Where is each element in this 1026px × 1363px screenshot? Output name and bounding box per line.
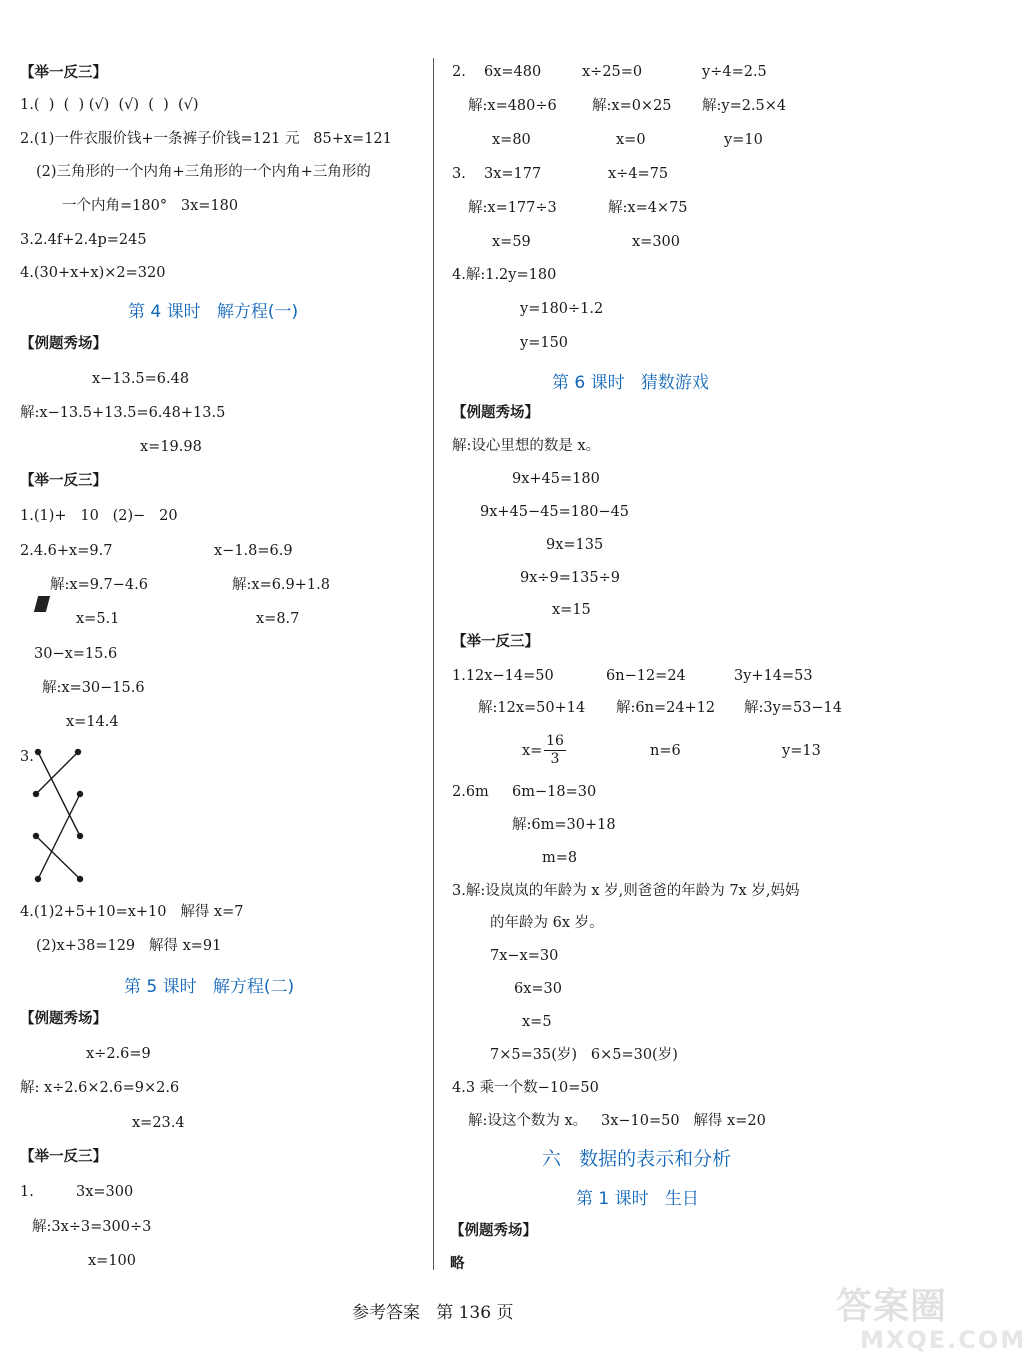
fraction-numerator: 16 xyxy=(546,733,564,749)
section-title: 【举一反三】 xyxy=(20,1148,107,1165)
answer-line: x−13.5=6.48 xyxy=(92,371,190,387)
answer-line: 解:3x÷3=300÷3 xyxy=(32,1219,152,1235)
answer-line: 3y+14=53 xyxy=(734,668,813,684)
answer-line: 解:6m=30+18 xyxy=(512,817,616,833)
answer-line: 解:x=177÷3 xyxy=(468,200,557,216)
answer-line: 30−x=15.6 xyxy=(34,646,118,662)
page-footer: 参考答案 第 136 页 xyxy=(352,1303,514,1323)
answer-line: 9x+45−45=180−45 xyxy=(480,504,630,520)
match-line xyxy=(36,836,80,879)
answer-line: x=14.4 xyxy=(66,714,119,730)
answer-line: 7×5=35(岁) 6×5=30(岁) xyxy=(490,1047,678,1063)
answer-line: 1.12x−14=50 xyxy=(452,668,554,684)
match-line xyxy=(36,752,78,794)
answer-line: 解: x÷2.6×2.6=9×2.6 xyxy=(20,1080,180,1096)
answer-line: 解:x=6.9+1.8 xyxy=(232,577,330,593)
answer-line: 6n−12=24 xyxy=(606,668,686,684)
answer-line: x=100 xyxy=(88,1253,137,1269)
unit-heading: 六 数据的表示和分析 xyxy=(542,1148,732,1170)
section-title: 【举一反三】 xyxy=(20,472,107,489)
answer-line: y=180÷1.2 xyxy=(520,301,604,317)
watermark-logo: 答案圈 xyxy=(836,1286,948,1327)
answer-line: 解:x−13.5+13.5=6.48+13.5 xyxy=(20,405,226,421)
answer-line: 6m−18=30 xyxy=(512,784,597,800)
answer-line: x÷4=75 xyxy=(608,166,669,182)
fraction-denominator: 3 xyxy=(550,751,560,767)
answer-line: 4.(1)2+5+10=x+10 解得 x=7 xyxy=(20,904,244,920)
answer-line: 9x÷9=135÷9 xyxy=(520,570,620,586)
answer-line: 解:x=9.7−4.6 xyxy=(50,577,148,593)
answer-line: 2.4.6+x=9.7 xyxy=(20,543,113,559)
answer-line: 9x=135 xyxy=(546,537,604,553)
section-title: 【例题秀场】 xyxy=(20,335,107,352)
answer-line: x=300 xyxy=(632,234,681,250)
answer-line: 2.6m xyxy=(452,784,489,800)
answer-line: 1. xyxy=(20,1184,34,1200)
answer-line: 3. xyxy=(20,749,34,765)
answer-line: m=8 xyxy=(542,850,578,866)
answer-line: 3x=177 xyxy=(484,166,542,182)
answer-line: 2.(1)一件衣服价钱+一条裤子价钱=121 元 85+x=121 xyxy=(20,131,392,147)
answer-line: 解:12x=50+14 xyxy=(478,700,586,716)
answer-line: 解:x=0×25 xyxy=(592,98,672,114)
answer-line: x−1.8=6.9 xyxy=(214,543,293,559)
match-line xyxy=(38,794,80,879)
section-title: 【例题秀场】 xyxy=(450,1222,537,1239)
answer-line: x=0 xyxy=(616,132,646,148)
answer-line: 解:y=2.5×4 xyxy=(702,98,787,114)
answer-line: x= xyxy=(522,743,543,759)
section-title: 【举一反三】 xyxy=(20,64,107,81)
answer-line: 解:6n=24+12 xyxy=(616,700,716,716)
answer-line: x=5.1 xyxy=(76,611,120,627)
lesson-heading: 第 4 课时 解方程(一) xyxy=(128,302,299,322)
match-dot xyxy=(35,749,41,755)
answer-line: 4.(30+x+x)×2=320 xyxy=(20,265,166,281)
answer-line: 3.解:设岚岚的年龄为 x 岁,则爸爸的年龄为 7x 岁,妈妈 xyxy=(452,883,800,899)
answer-line: x=5 xyxy=(522,1014,552,1030)
answer-line: x=15 xyxy=(552,602,591,618)
answer-line: 6x=30 xyxy=(514,981,563,997)
answer-line: 3x=300 xyxy=(76,1184,134,1200)
match-dot xyxy=(77,876,83,882)
watermark-url: MXQE.COM xyxy=(860,1326,1026,1354)
answer-line: 9x+45=180 xyxy=(512,471,600,487)
answer-line: 1.(1)+ 10 (2)− 20 xyxy=(20,508,178,524)
answer-line: 的年龄为 6x 岁。 xyxy=(490,915,604,931)
lesson-heading: 第 5 课时 解方程(二) xyxy=(124,977,295,997)
match-dot xyxy=(33,791,39,797)
ink-mark xyxy=(34,596,50,612)
answer-line: y=10 xyxy=(724,132,763,148)
section-title: 【举一反三】 xyxy=(452,633,539,650)
answer-line: 4.3 乘一个数−10=50 xyxy=(452,1080,599,1096)
answer-line: 解:3y=53−14 xyxy=(744,700,843,716)
answer-line: x=80 xyxy=(492,132,531,148)
answer-line: 一个内角=180° 3x=180 xyxy=(62,198,239,214)
match-dot xyxy=(33,833,39,839)
match-line xyxy=(38,752,80,836)
answer-line: 2. xyxy=(452,64,466,80)
answer-line: x=23.4 xyxy=(132,1115,185,1131)
answer-line: x÷2.6=9 xyxy=(86,1046,151,1062)
match-dot xyxy=(75,749,81,755)
answer-line: 4.解:1.2y=180 xyxy=(452,267,557,283)
answer-line: 6x=480 xyxy=(484,64,542,80)
match-dot xyxy=(35,876,41,882)
answer-line: 解:x=480÷6 xyxy=(468,98,557,114)
answer-line: 3.2.4f+2.4p=245 xyxy=(20,232,147,248)
lesson-heading: 第 1 课时 生日 xyxy=(576,1189,699,1209)
answer-line: x=59 xyxy=(492,234,531,250)
answer-line: 解:设心里想的数是 x。 xyxy=(452,438,601,454)
answer-line: 解:x=30−15.6 xyxy=(42,680,145,696)
match-dot xyxy=(77,833,83,839)
answer-line: (2)x+38=129 解得 x=91 xyxy=(36,938,222,954)
answer-line: (2)三角形的一个内角+三角形的一个内角+三角形的 xyxy=(36,164,371,180)
answer-line: 解:x=4×75 xyxy=(608,200,688,216)
lesson-heading: 第 6 课时 猜数游戏 xyxy=(552,373,709,393)
answer-line: x=8.7 xyxy=(256,611,300,627)
answer-line: 解:设这个数为 x。 3x−10=50 解得 x=20 xyxy=(468,1113,766,1129)
matching-lines-diagram xyxy=(28,744,92,886)
answer-line: y=150 xyxy=(520,335,569,351)
answer-line: 略 xyxy=(450,1255,465,1272)
answer-line: y÷4=2.5 xyxy=(702,64,767,80)
column-divider xyxy=(433,58,434,1270)
answer-line: 1.( ) ( ) (√) (√) ( ) (√) xyxy=(20,97,199,113)
answer-line: n=6 xyxy=(650,743,681,759)
section-title: 【例题秀场】 xyxy=(20,1010,107,1027)
answer-line: y=13 xyxy=(782,743,821,759)
match-dot xyxy=(77,791,83,797)
answer-line: 7x−x=30 xyxy=(490,948,559,964)
answer-line: 3. xyxy=(452,166,466,182)
answer-line: x=19.98 xyxy=(140,439,202,455)
answer-line: x÷25=0 xyxy=(582,64,643,80)
section-title: 【例题秀场】 xyxy=(452,404,539,421)
